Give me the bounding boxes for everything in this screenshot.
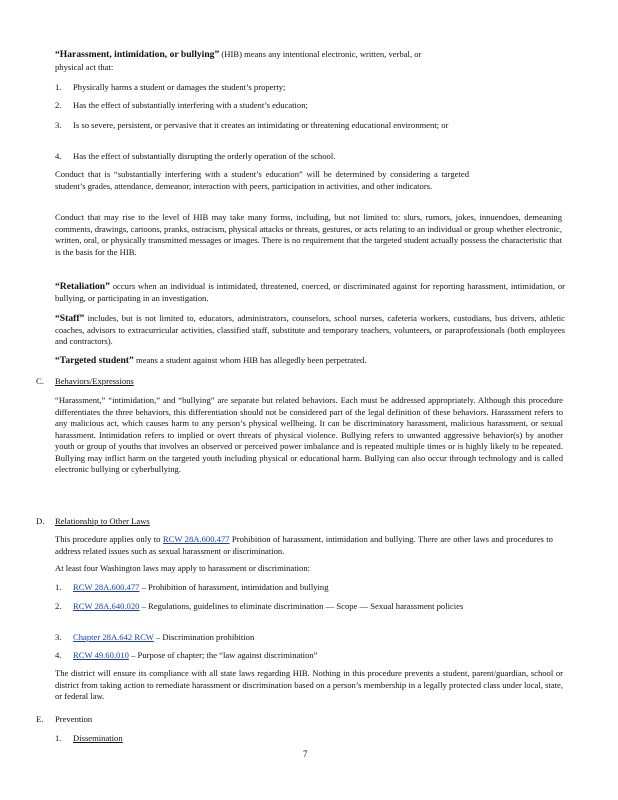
behaviors-paragraph: “Harassment,” “intimidation,” and “bullying” are separate but related behaviors. Each must be addressed appropriately. Although this procedure differentiates the three behaviors, this differentiation should not be considered part of the legal definition of these behaviors. Harassment refers to any malicious act, which causes harm to any person’s physical wellbeing. It can be discriminatory harassment, malicious harassment, or sexual harassment. Intimidation refers to implied or overt threats of physical violence. Bullying refers to unwanted aggressive behavior(s) by another youth or group of youths that involves an observed or perceived power imbalance and is repeated multiple times or is highly likely to be repeated. Bullying may inflict harm on the targeted youth including physical or educational harm. Bullying can also occur through technology and is called electronic bullying or cyberbullying. <box>55 395 563 474</box>
law-item: RCW 28A.640.020 – Regulations, guidelines to eliminate discrimination — Scope — Sexual harassment policies <box>73 601 464 611</box>
rcw-link[interactable]: RCW 28A.600.477 <box>162 534 230 544</box>
section-letter: D. <box>36 516 45 526</box>
rcw-link[interactable]: RCW 28A.600.477 <box>73 582 140 592</box>
list-number: 1. <box>55 582 62 592</box>
hib-term: “Harassment, intimidation, or bullying” <box>55 49 220 60</box>
rcw-link[interactable]: RCW 49.60.010 <box>73 650 129 660</box>
law-item: RCW 49.60.010 – Purpose of chapter; the “law against discrimination” <box>73 650 318 660</box>
list-item: Has the effect of substantially disrupting the orderly operation of the school. <box>73 151 336 161</box>
staff-definition: “Staff” includes, but is not limited to, educators, administrators, counselors, school nurses, cafeteria workers, custodians, bus drivers, athletic coaches, advisors to extracurricular activities, classified staff, substitute and temporary teachers, volunteers, or paraprofessionals (both employees and contractors). <box>55 313 565 346</box>
page-number: 7 <box>303 749 308 759</box>
list-number: 1. <box>55 733 62 743</box>
compliance-paragraph: The district will ensure its compliance with all state laws regarding HIB. Nothing in this procedure prevents a student, parent/guardian, school or district from taking action to remediate harassment or discrimination based on a person’s membership in a legally protected class under local, state, or federal law. <box>55 668 563 701</box>
list-number: 4. <box>55 650 62 660</box>
list-number: 2. <box>55 601 62 611</box>
subsection-dissemination: Dissemination <box>73 733 123 743</box>
staff-term: “Staff” <box>55 313 85 324</box>
list-number: 3. <box>55 632 62 642</box>
law-item: RCW 28A.600.477 – Prohibition of harassment, intimidation and bullying <box>73 582 329 592</box>
retaliation-term: “Retaliation” <box>55 281 110 292</box>
retaliation-definition: “Retaliation” occurs when an individual is intimidated, threatened, coerced, or discriminated against for reporting harassment, intimidation, or bullying, or participating in an investigation. <box>55 281 565 303</box>
laws-intro: At least four Washington laws may apply to harassment or discrimination: <box>55 563 311 573</box>
list-number: 2. <box>55 100 62 110</box>
section-heading-prevention: Prevention <box>55 714 93 724</box>
targeted-student-term: “Targeted student” <box>55 355 134 366</box>
list-item: Is so severe, persistent, or pervasive that it creates an intimidating or threatening educational environment; or <box>73 120 449 130</box>
list-item: Has the effect of substantially interfering with a student’s education; <box>73 100 308 110</box>
hib-definition-text: (HIB) means any intentional electronic, written, verbal, or <box>219 49 422 59</box>
hib-definition-cont: physical act that: <box>55 62 114 72</box>
list-number: 4. <box>55 151 62 161</box>
conduct-paragraph: Conduct that is “substantially interfering with a student’s education” will be determined by considering a targeted student’s grades, attendance, demeanor, interaction with peers, participation in activities, and other indicators. <box>55 169 469 191</box>
section-letter: E. <box>36 714 44 724</box>
list-number: 3. <box>55 120 62 130</box>
rcw-link[interactable]: RCW 28A.640.020 <box>73 601 140 611</box>
law-item: Chapter 28A.642 RCW – Discrimination prohibition <box>73 632 255 642</box>
conduct-forms-paragraph: Conduct that may rise to the level of HIB may take many forms, including, but not limited to: slurs, rumors, jokes, innuendoes, demeaning comments, drawings, cartoons, pranks, ostracism, physical attacks or threats, gestures, or acts relating to an individual or group whether electronic, written, oral, or physically transmitted messages or images. There is no requirement that the targeted student actually possess the characteristic that is the basis for the HIB. <box>55 212 562 257</box>
targeted-student-definition: “Targeted student” means a student against whom HIB has allegedly been perpetrated. <box>55 355 367 366</box>
hib-definition <box>55 49 505 61</box>
section-letter: C. <box>36 376 44 386</box>
section-heading-behaviors: Behaviors/Expressions <box>55 376 134 386</box>
list-item: Physically harms a student or damages the student’s property; <box>73 82 286 92</box>
relationship-paragraph: This procedure applies only to RCW 28A.600.477 Prohibition of harassment, intimidation and bullying. There are other laws and procedures to address related issues such as sexual harassment or discrimination. <box>55 534 553 556</box>
section-heading-relationship: Relationship to Other Laws <box>55 516 150 526</box>
rcw-link[interactable]: Chapter 28A.642 RCW <box>73 632 154 642</box>
list-number: 1. <box>55 82 62 92</box>
